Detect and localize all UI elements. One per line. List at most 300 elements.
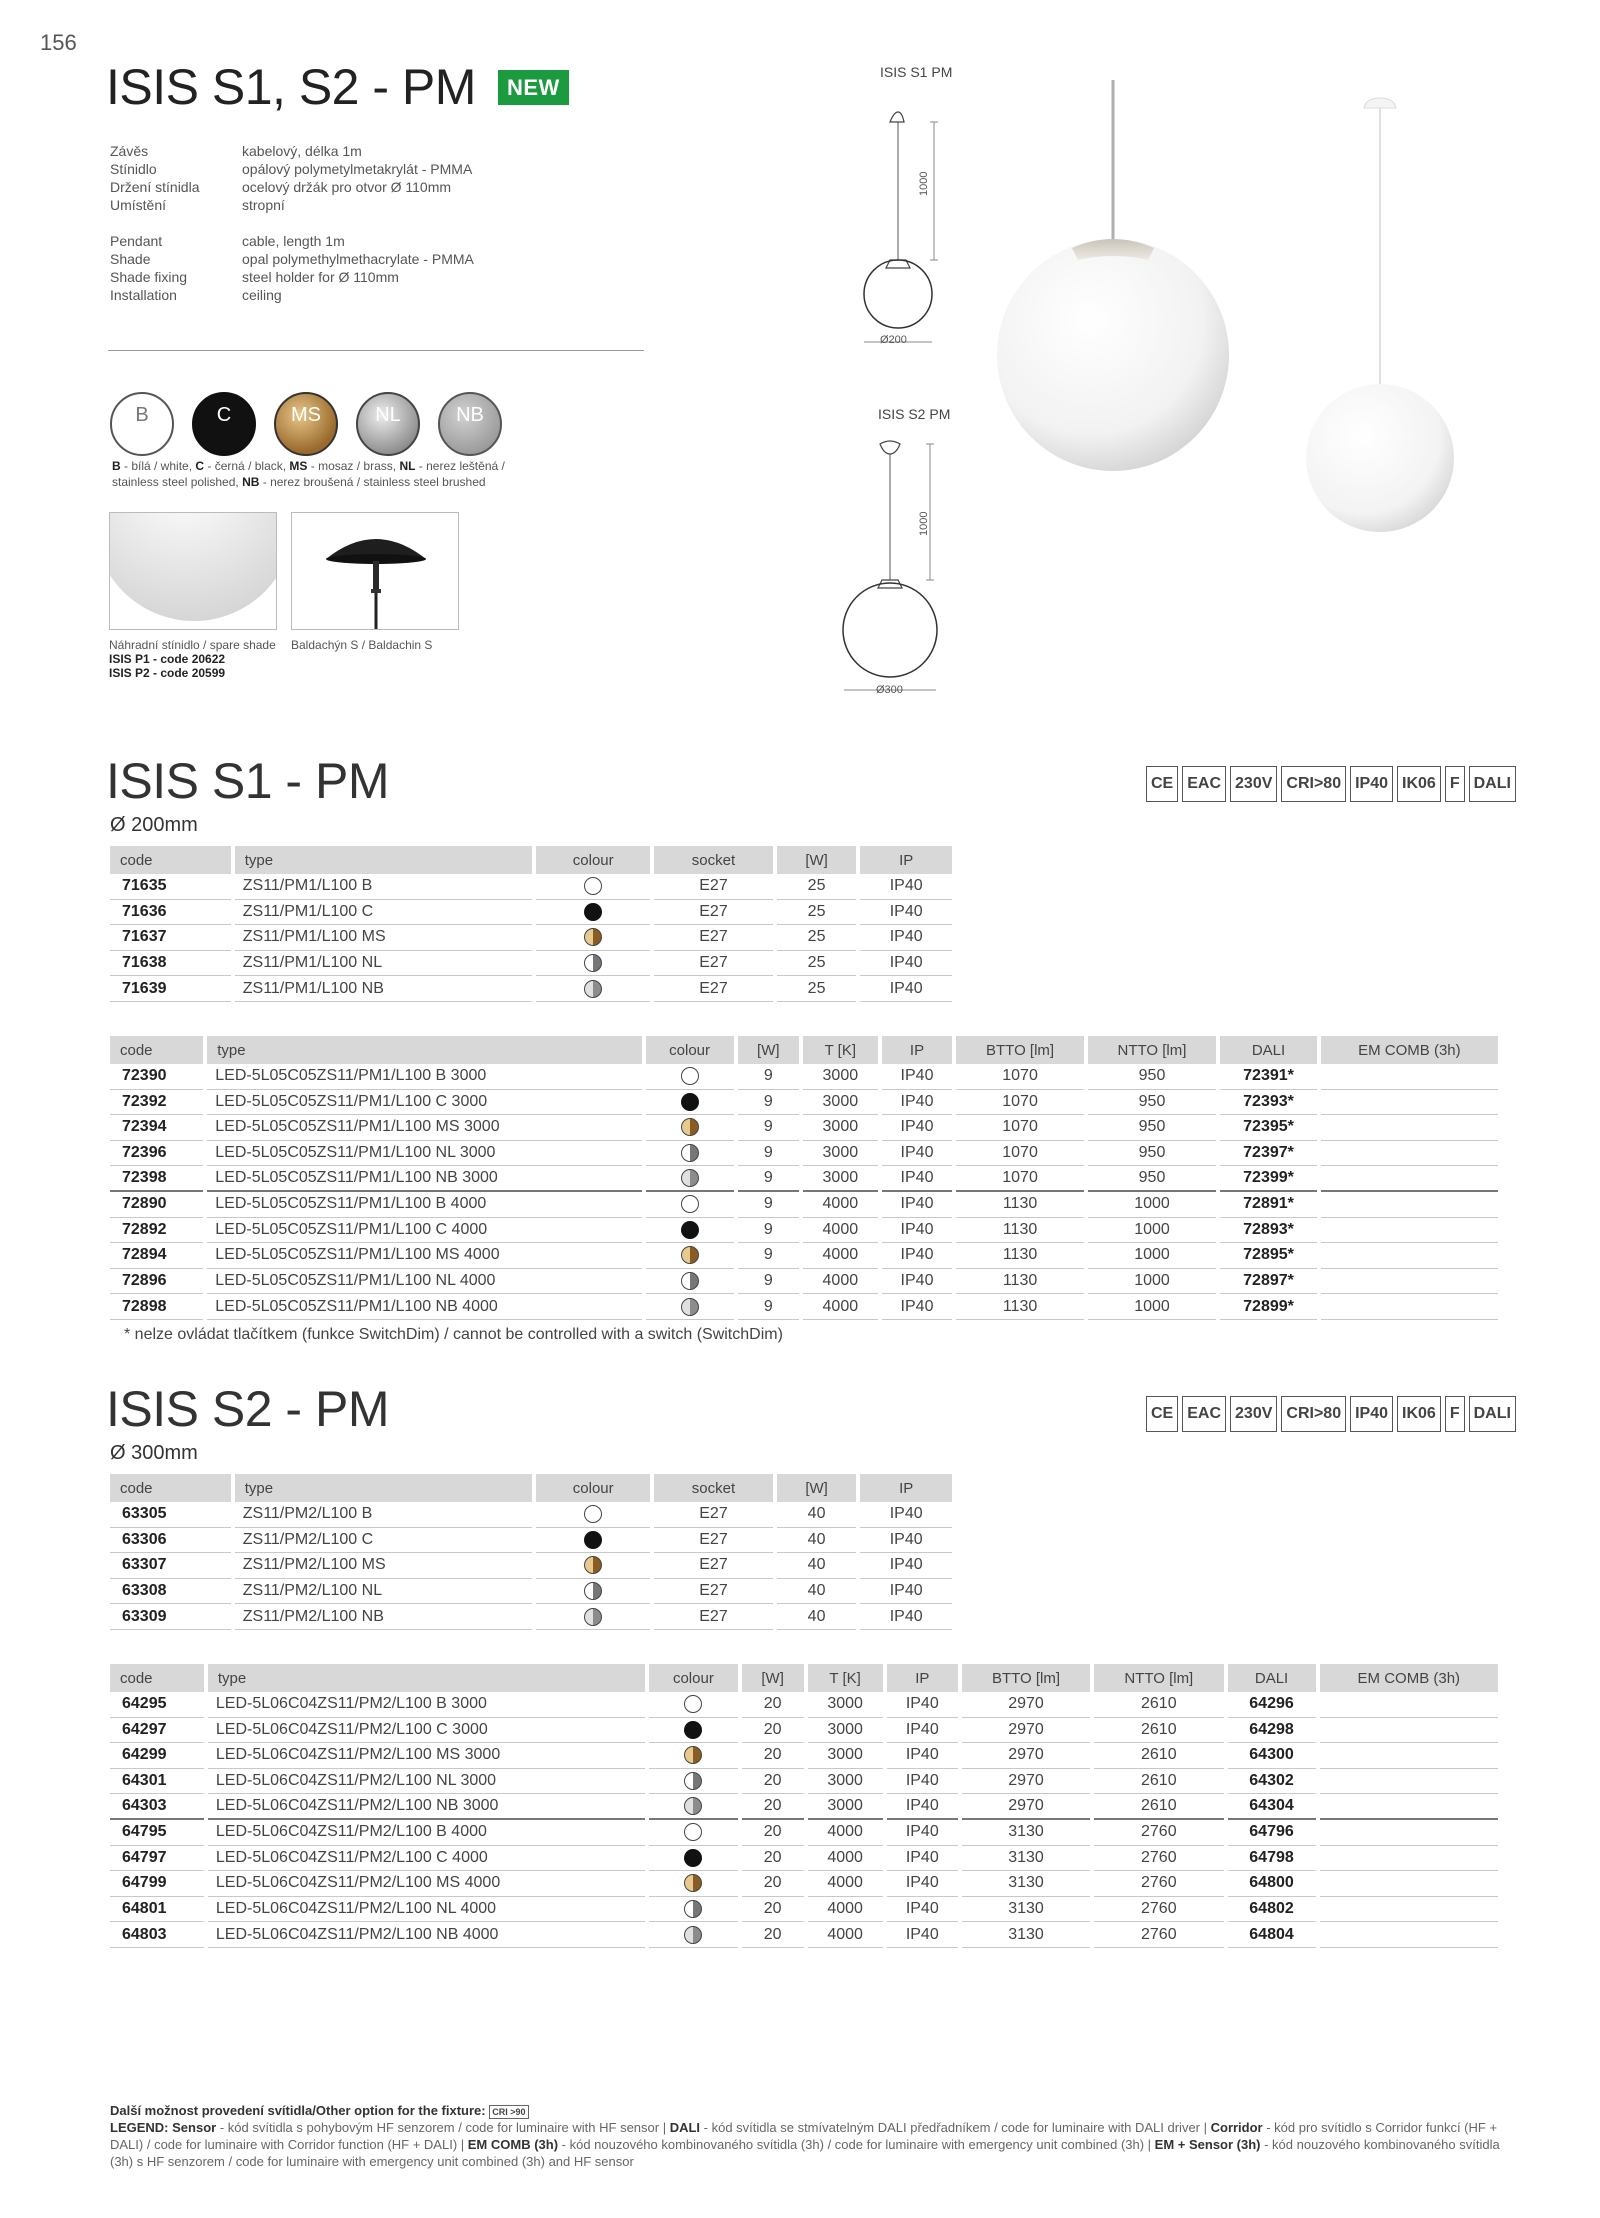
type-cell: LED-5L06C04ZS11/PM2/L100 B 4000: [208, 1820, 645, 1846]
colour-cell: [649, 1820, 738, 1846]
column-header: BTTO [lm]: [956, 1036, 1083, 1064]
ntto-cell: 1000: [1088, 1243, 1217, 1269]
colour-cell: [646, 1115, 734, 1141]
ip-cell: IP40: [882, 1192, 953, 1218]
column-header: T [K]: [808, 1664, 883, 1692]
em-comb-cell: [1321, 1115, 1498, 1141]
em-comb-cell: [1320, 1769, 1498, 1795]
code-cell: 64801: [110, 1897, 204, 1923]
s1-socket-table: [106, 846, 956, 1002]
colour-dot-icon: [684, 1926, 702, 1944]
type-cell: LED-5L06C04ZS11/PM2/L100 NL 4000: [208, 1897, 645, 1923]
temperature-cell: 3000: [803, 1115, 878, 1141]
colour-cell: [646, 1141, 734, 1167]
dali-cell: 64802: [1228, 1897, 1316, 1923]
colour-cell: [649, 1794, 738, 1820]
page-number: 156: [40, 30, 77, 55]
table-row: [110, 1897, 1498, 1923]
column-header: type: [235, 1474, 532, 1502]
f-mark-icon: F: [1445, 1396, 1465, 1432]
colour-dot-icon: [584, 877, 602, 895]
colour-cell: [646, 1269, 734, 1295]
s2-socket-table: [106, 1474, 956, 1630]
table-row: [110, 1090, 1498, 1116]
code-cell: 72890: [110, 1192, 203, 1218]
colour-cell: [536, 925, 650, 951]
s2-height-label: 1000: [918, 511, 930, 536]
s1-certifications: [1146, 766, 1516, 802]
type-cell: LED-5L06C04ZS11/PM2/L100 B 3000: [208, 1692, 645, 1718]
colour-cell: [536, 976, 650, 1002]
type-cell: ZS11/PM1/L100 B: [235, 874, 532, 900]
ik-rating-icon: IK06: [1397, 766, 1441, 802]
wattage-cell: 25: [777, 874, 857, 900]
s1-led-table: [106, 1036, 1502, 1320]
ip-cell: IP40: [887, 1718, 958, 1744]
ntto-cell: 2610: [1094, 1769, 1223, 1795]
new-badge: NEW: [498, 70, 569, 105]
temperature-cell: 4000: [803, 1218, 878, 1244]
ip-cell: IP40: [882, 1141, 953, 1167]
colour-dot-icon: [681, 1118, 699, 1136]
colour-cell: [646, 1243, 734, 1269]
em-comb-cell: [1320, 1718, 1498, 1744]
colour-dot-icon: [684, 1695, 702, 1713]
type-cell: LED-5L05C05ZS11/PM1/L100 B 3000: [207, 1064, 641, 1090]
colour-dot-icon: [684, 1874, 702, 1892]
wattage-cell: 20: [742, 1820, 804, 1846]
code-cell: 64799: [110, 1871, 204, 1897]
table-row: [110, 1579, 952, 1605]
type-cell: LED-5L06C04ZS11/PM2/L100 NL 3000: [208, 1769, 645, 1795]
temperature-cell: 3000: [808, 1718, 883, 1744]
code-cell: 64301: [110, 1769, 204, 1795]
ce-mark-icon: CE: [1146, 766, 1178, 802]
wattage-cell: 40: [777, 1579, 857, 1605]
code-cell: 63307: [110, 1553, 231, 1579]
wattage-cell: 9: [738, 1064, 799, 1090]
ip-cell: IP40: [882, 1115, 953, 1141]
temperature-cell: 3000: [808, 1743, 883, 1769]
type-cell: ZS11/PM2/L100 B: [235, 1502, 532, 1528]
ntto-cell: 2760: [1094, 1871, 1223, 1897]
type-cell: LED-5L06C04ZS11/PM2/L100 NB 4000: [208, 1922, 645, 1948]
temperature-cell: 4000: [808, 1922, 883, 1948]
socket-cell: E27: [654, 951, 773, 977]
socket-cell: E27: [654, 874, 773, 900]
code-cell: 71635: [110, 874, 231, 900]
code-cell: 72394: [110, 1115, 203, 1141]
cri-icon: CRI>80: [1281, 1396, 1346, 1432]
s1-dimension-drawing: [840, 110, 960, 355]
btto-cell: 1130: [956, 1218, 1083, 1244]
temperature-cell: 3000: [803, 1090, 878, 1116]
type-cell: LED-5L05C05ZS11/PM1/L100 C 3000: [207, 1090, 641, 1116]
wattage-cell: 40: [777, 1553, 857, 1579]
btto-cell: 1130: [956, 1269, 1083, 1295]
s1-section-title: ISIS S1 - PM: [106, 753, 389, 809]
type-cell: ZS11/PM1/L100 MS: [235, 925, 532, 951]
table-row: [110, 1692, 1498, 1718]
ntto-cell: 2610: [1094, 1794, 1223, 1820]
column-header: type: [208, 1664, 645, 1692]
wattage-cell: 9: [738, 1166, 799, 1192]
em-comb-cell: [1320, 1922, 1498, 1948]
colour-dot-icon: [681, 1221, 699, 1239]
dali-cell: 72891*: [1220, 1192, 1316, 1218]
em-comb-cell: [1320, 1692, 1498, 1718]
table-row: [110, 1718, 1498, 1744]
type-cell: ZS11/PM1/L100 C: [235, 900, 532, 926]
spec-row: [110, 196, 474, 214]
wattage-cell: 20: [742, 1769, 804, 1795]
spec-row: [110, 286, 474, 304]
spec-key: Installation: [110, 287, 177, 303]
colour-cell: [536, 874, 650, 900]
code-cell: 63309: [110, 1604, 231, 1630]
ip-cell: IP40: [882, 1243, 953, 1269]
table-row: [110, 1115, 1498, 1141]
spec-key: Shade fixing: [110, 269, 188, 285]
ip-cell: IP40: [860, 1528, 952, 1554]
temperature-cell: 3000: [803, 1166, 878, 1192]
ip-cell: IP40: [860, 1604, 952, 1630]
temperature-cell: 4000: [803, 1243, 878, 1269]
ntto-cell: 1000: [1088, 1294, 1217, 1320]
table-row: [110, 1064, 1498, 1090]
code-cell: 64803: [110, 1922, 204, 1948]
em-comb-cell: [1321, 1166, 1498, 1192]
ip-cell: IP40: [887, 1846, 958, 1872]
column-header: T [K]: [803, 1036, 878, 1064]
spec-value: cable, length 1m: [242, 233, 345, 249]
colour-cell: [649, 1871, 738, 1897]
colour-dot-icon: [681, 1169, 699, 1187]
ip-cell: IP40: [860, 1579, 952, 1605]
colour-cell: [649, 1897, 738, 1923]
type-cell: LED-5L05C05ZS11/PM1/L100 NL 3000: [207, 1141, 641, 1167]
spec-row: [110, 178, 474, 196]
column-header: EM COMB (3h): [1320, 1664, 1498, 1692]
em-comb-cell: [1320, 1871, 1498, 1897]
ip-cell: IP40: [882, 1090, 953, 1116]
ntto-cell: 950: [1088, 1115, 1217, 1141]
wattage-cell: 20: [742, 1897, 804, 1923]
table-row: [110, 1820, 1498, 1846]
dali-cell: 64800: [1228, 1871, 1316, 1897]
em-comb-cell: [1321, 1064, 1498, 1090]
btto-cell: 1070: [956, 1166, 1083, 1192]
ip-cell: IP40: [887, 1922, 958, 1948]
wattage-cell: 20: [742, 1871, 804, 1897]
temperature-cell: 4000: [808, 1846, 883, 1872]
em-comb-cell: [1321, 1141, 1498, 1167]
code-cell: 64299: [110, 1743, 204, 1769]
spec-value: steel holder for Ø 110mm: [242, 269, 399, 285]
column-header: [W]: [738, 1036, 799, 1064]
spare-shade-image: [109, 512, 277, 630]
spec-value: ceiling: [242, 287, 282, 303]
column-header: code: [110, 846, 231, 874]
spec-row: [110, 142, 474, 160]
s1-footnote: * nelze ovládat tlačítkem (funkce SwitchDim) / cannot be controlled with a switch (SwitchDim): [124, 1326, 783, 1343]
voltage-icon: 230V: [1230, 766, 1277, 802]
btto-cell: 1070: [956, 1115, 1083, 1141]
dali-cell: 72897*: [1220, 1269, 1316, 1295]
table-row: [110, 1141, 1498, 1167]
dali-cell: 72893*: [1220, 1218, 1316, 1244]
table-row: [110, 1794, 1498, 1820]
legend: Další možnost provedení svítidla/Other option for the fixture: CRI >90 LEGEND: Sensor - kód svítidla s pohybovým HF senzorem / code for luminaire with HF sensor | DALI - kód svítidla se stmívatelným DALI předřadníkem / code for luminaire with DALI driver | Corridor - kód pro svítidlo s Corridor funkcí (HF + DALI) / code for luminaire with Corridor function (HF + DALI) | EM COMB (3h) - kód nouzového kombinovaného svítidla (3h) / code for luminaire with emergency unit combined (3h) | EM + Sensor (3h) - kód nouzového kombinovaného svítidla (3h) s HF senzorem / code for luminaire with emergency unit combined (3h) and HF sensor: [110, 2103, 1500, 2169]
column-header: type: [235, 846, 532, 874]
s2-diameter-label: Ø300: [876, 684, 903, 696]
wattage-cell: 9: [738, 1192, 799, 1218]
colour-dot-icon: [684, 1849, 702, 1867]
type-cell: ZS11/PM2/L100 C: [235, 1528, 532, 1554]
spec-key: Umístění: [110, 197, 167, 213]
ip-cell: IP40: [882, 1166, 953, 1192]
colour-cell: [646, 1218, 734, 1244]
btto-cell: 1130: [956, 1192, 1083, 1218]
code-cell: 63305: [110, 1502, 231, 1528]
code-cell: 64303: [110, 1794, 204, 1820]
em-comb-cell: [1321, 1192, 1498, 1218]
product-photo: [980, 80, 1480, 550]
ip-cell: IP40: [887, 1794, 958, 1820]
code-cell: 72396: [110, 1141, 203, 1167]
column-header: code: [110, 1664, 204, 1692]
colour-dot-icon: [681, 1246, 699, 1264]
wattage-cell: 20: [742, 1692, 804, 1718]
colour-cell: [649, 1769, 738, 1795]
ntto-cell: 950: [1088, 1064, 1217, 1090]
colour-dot-icon: [584, 903, 602, 921]
column-header: DALI: [1220, 1036, 1316, 1064]
spec-value: opálový polymetylmetakrylát - PMMA: [242, 161, 473, 177]
dali-cell: 72391*: [1220, 1064, 1316, 1090]
s2-dimension-drawing: [830, 440, 960, 700]
btto-cell: 1070: [956, 1064, 1083, 1090]
s2-drawing-label: ISIS S2 PM: [878, 406, 951, 422]
btto-cell: 3130: [962, 1871, 1090, 1897]
temperature-cell: 3000: [808, 1692, 883, 1718]
colour-dot-icon: [681, 1272, 699, 1290]
em-comb-cell: [1321, 1294, 1498, 1320]
wattage-cell: 9: [738, 1269, 799, 1295]
wattage-cell: 40: [777, 1502, 857, 1528]
dali-icon: DALI: [1469, 766, 1516, 802]
type-cell: LED-5L05C05ZS11/PM1/L100 NL 4000: [207, 1269, 641, 1295]
baldachin-caption: Baldachýn S / Baldachin S: [291, 638, 433, 652]
temperature-cell: 3000: [803, 1064, 878, 1090]
column-header: code: [110, 1036, 203, 1064]
ip-rating-icon: IP40: [1350, 1396, 1393, 1432]
btto-cell: 1130: [956, 1294, 1083, 1320]
dali-icon: DALI: [1469, 1396, 1516, 1432]
type-cell: LED-5L06C04ZS11/PM2/L100 C 4000: [208, 1846, 645, 1872]
column-header: [W]: [777, 1474, 857, 1502]
colour-cell: [536, 1528, 650, 1554]
colour-dot-icon: [684, 1772, 702, 1790]
btto-cell: 3130: [962, 1897, 1090, 1923]
dali-cell: 72395*: [1220, 1115, 1316, 1141]
wattage-cell: 25: [777, 925, 857, 951]
socket-cell: E27: [654, 1553, 773, 1579]
btto-cell: 1070: [956, 1090, 1083, 1116]
swatch-brass: [274, 392, 338, 456]
column-header: [W]: [777, 846, 857, 874]
colour-cell: [649, 1922, 738, 1948]
socket-cell: E27: [654, 1604, 773, 1630]
spare-shade-caption: Náhradní stínidlo / spare shade ISIS P1 - code 20622 ISIS P2 - code 20599: [109, 638, 276, 680]
type-cell: LED-5L06C04ZS11/PM2/L100 NB 3000: [208, 1794, 645, 1820]
em-comb-cell: [1321, 1269, 1498, 1295]
colour-cell: [649, 1743, 738, 1769]
em-comb-cell: [1321, 1218, 1498, 1244]
code-cell: 71637: [110, 925, 231, 951]
dali-cell: 72393*: [1220, 1090, 1316, 1116]
dali-cell: 64798: [1228, 1846, 1316, 1872]
colour-cell: [649, 1718, 738, 1744]
code-cell: 72894: [110, 1243, 203, 1269]
table-row: [110, 1528, 952, 1554]
ntto-cell: 2610: [1094, 1743, 1223, 1769]
dali-cell: 64302: [1228, 1769, 1316, 1795]
dali-cell: 64304: [1228, 1794, 1316, 1820]
swatch-steel-brushed: [438, 392, 502, 456]
ce-mark-icon: CE: [1146, 1396, 1178, 1432]
temperature-cell: 4000: [803, 1269, 878, 1295]
dali-cell: 64804: [1228, 1922, 1316, 1948]
ntto-cell: 1000: [1088, 1218, 1217, 1244]
em-comb-cell: [1321, 1090, 1498, 1116]
type-cell: LED-5L05C05ZS11/PM1/L100 MS 3000: [207, 1115, 641, 1141]
column-header: NTTO [lm]: [1094, 1664, 1223, 1692]
ip-cell: IP40: [887, 1743, 958, 1769]
s1-height-label: 1000: [918, 171, 930, 196]
type-cell: LED-5L06C04ZS11/PM2/L100 MS 3000: [208, 1743, 645, 1769]
socket-cell: E27: [654, 976, 773, 1002]
column-header: EM COMB (3h): [1321, 1036, 1498, 1064]
colour-cell: [536, 900, 650, 926]
btto-cell: 2970: [962, 1718, 1090, 1744]
type-cell: ZS11/PM1/L100 NL: [235, 951, 532, 977]
swatch-label: NB: [456, 404, 484, 426]
btto-cell: 3130: [962, 1922, 1090, 1948]
colour-cell: [646, 1166, 734, 1192]
spec-key: Shade: [110, 251, 151, 267]
wattage-cell: 25: [777, 900, 857, 926]
code-cell: 63308: [110, 1579, 231, 1605]
type-cell: ZS11/PM2/L100 MS: [235, 1553, 532, 1579]
wattage-cell: 9: [738, 1294, 799, 1320]
column-header: socket: [654, 846, 773, 874]
colour-cell: [649, 1692, 738, 1718]
table-row: [110, 1846, 1498, 1872]
s2-diameter: Ø 300mm: [110, 1442, 198, 1464]
column-header: IP: [882, 1036, 953, 1064]
ntto-cell: 1000: [1088, 1269, 1217, 1295]
cri-icon: CRI>80: [1281, 766, 1346, 802]
dali-cell: 64296: [1228, 1692, 1316, 1718]
wattage-cell: 20: [742, 1922, 804, 1948]
temperature-cell: 4000: [808, 1897, 883, 1923]
table-row: [110, 1294, 1498, 1320]
temperature-cell: 4000: [808, 1820, 883, 1846]
spec-row: [110, 268, 474, 286]
colour-dot-icon: [684, 1823, 702, 1841]
s1-diameter: Ø 200mm: [110, 814, 198, 836]
spec-key: Držení stínidla: [110, 179, 200, 195]
colour-cell: [646, 1192, 734, 1218]
socket-cell: E27: [654, 900, 773, 926]
colour-dot-icon: [584, 1505, 602, 1523]
table-row: [110, 1604, 952, 1630]
socket-cell: E27: [654, 1579, 773, 1605]
table-row: [110, 874, 952, 900]
wattage-cell: 25: [777, 951, 857, 977]
wattage-cell: 9: [738, 1141, 799, 1167]
ik-rating-icon: IK06: [1397, 1396, 1441, 1432]
table-row: [110, 1192, 1498, 1218]
s2-certifications: [1146, 1396, 1516, 1432]
dali-cell: 64298: [1228, 1718, 1316, 1744]
btto-cell: 2970: [962, 1692, 1090, 1718]
temperature-cell: 4000: [803, 1294, 878, 1320]
ip-cell: IP40: [882, 1218, 953, 1244]
colour-dot-icon: [684, 1746, 702, 1764]
wattage-cell: 40: [777, 1528, 857, 1554]
ntto-cell: 2610: [1094, 1718, 1223, 1744]
temperature-cell: 4000: [803, 1192, 878, 1218]
code-cell: 71639: [110, 976, 231, 1002]
ip-cell: IP40: [882, 1064, 953, 1090]
colour-dot-icon: [684, 1721, 702, 1739]
ntto-cell: 2760: [1094, 1922, 1223, 1948]
colour-cell: [536, 1502, 650, 1528]
ip-cell: IP40: [860, 1553, 952, 1579]
em-comb-cell: [1320, 1820, 1498, 1846]
dali-cell: 72895*: [1220, 1243, 1316, 1269]
spec-value: opal polymethylmethacrylate - PMMA: [242, 251, 474, 267]
colour-cell: [536, 951, 650, 977]
em-comb-cell: [1321, 1243, 1498, 1269]
type-cell: LED-5L05C05ZS11/PM1/L100 MS 4000: [207, 1243, 641, 1269]
ip-cell: IP40: [860, 1502, 952, 1528]
column-header: NTTO [lm]: [1088, 1036, 1217, 1064]
cri-90-icon: CRI >90: [489, 2105, 528, 2119]
table-row: [110, 1743, 1498, 1769]
ip-cell: IP40: [887, 1871, 958, 1897]
type-cell: ZS11/PM1/L100 NB: [235, 976, 532, 1002]
socket-cell: E27: [654, 925, 773, 951]
f-mark-icon: F: [1445, 766, 1465, 802]
colour-dot-icon: [584, 954, 602, 972]
ip-cell: IP40: [860, 976, 952, 1002]
ntto-cell: 1000: [1088, 1192, 1217, 1218]
dali-cell: 72399*: [1220, 1166, 1316, 1192]
ip-cell: IP40: [887, 1769, 958, 1795]
eac-mark-icon: EAC: [1182, 1396, 1226, 1432]
ip-cell: IP40: [860, 900, 952, 926]
swatch-white: [110, 392, 174, 456]
spec-row: [110, 250, 474, 268]
column-header: IP: [860, 1474, 952, 1502]
page-title: ISIS S1, S2 - PM: [106, 59, 476, 115]
em-comb-cell: [1320, 1794, 1498, 1820]
wattage-cell: 20: [742, 1743, 804, 1769]
table-row: [110, 1871, 1498, 1897]
